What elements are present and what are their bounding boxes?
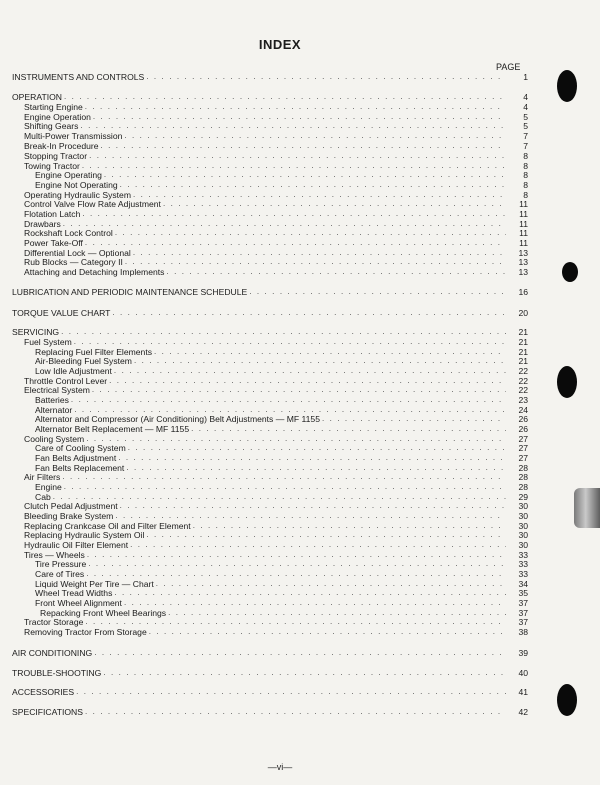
index-entry-label: Cooling System: [24, 434, 85, 444]
index-entry-page: 5: [523, 121, 528, 131]
index-entry-page: 8: [523, 170, 528, 180]
binder-hole: [557, 366, 577, 398]
index-entry-page: 21: [518, 327, 528, 337]
index-entry-label: Wheel Tread Widths: [35, 588, 113, 598]
index-entry-page: 26: [518, 424, 528, 434]
index-entry-page: 38: [518, 627, 528, 637]
index-entry-page: 35: [518, 588, 528, 598]
dot-leader: [85, 102, 506, 112]
dot-leader: [130, 540, 506, 550]
dot-leader: [92, 385, 506, 395]
index-entry: [0, 151, 528, 161]
index-entry-label: Fan Belts Adjustment: [35, 453, 117, 463]
dot-leader: [146, 530, 506, 540]
index-entry-label: Stopping Tractor: [24, 151, 88, 161]
index-entry: [0, 131, 528, 141]
index-entry: [0, 170, 528, 180]
dot-leader: [104, 170, 506, 180]
index-entry-page: 39: [518, 648, 528, 658]
index-entry-label: Engine: [35, 482, 62, 492]
index-entry: [0, 559, 528, 569]
dot-leader: [61, 327, 506, 337]
index-entry: [0, 199, 528, 209]
index-entry: [0, 385, 528, 395]
dot-leader: [120, 180, 506, 190]
index-entry-label: Tires — Wheels: [24, 550, 85, 560]
index-entry-label: Control Valve Flow Rate Adjustment: [24, 199, 161, 209]
index-entry-page: 29: [518, 492, 528, 502]
index-entry-page: 30: [518, 501, 528, 511]
index-entry-page: 30: [518, 530, 528, 540]
dot-leader: [114, 366, 506, 376]
index-entry-page: 1: [523, 72, 528, 82]
index-entry-label: ACCESSORIES: [12, 687, 75, 697]
index-entry: [0, 540, 528, 550]
index-entry: [0, 627, 528, 637]
index-entry-page: 33: [518, 550, 528, 560]
dot-leader: [62, 472, 506, 482]
index-entry-page: 13: [518, 257, 528, 267]
index-entry: [0, 308, 528, 318]
index-entry: [0, 327, 528, 337]
dot-leader: [94, 648, 506, 658]
index-entry-page: 42: [518, 707, 528, 717]
index-entry-label: Fuel System: [24, 337, 72, 347]
index-entry: [0, 395, 528, 405]
index-entry: [0, 648, 528, 658]
index-entry-label: Break-In Procedure: [24, 141, 99, 151]
page-title: INDEX: [258, 37, 302, 52]
index-entry-page: 13: [518, 267, 528, 277]
index-entry-label: Power Take-Off: [24, 238, 83, 248]
index-entry-label: Flotation Latch: [24, 209, 81, 219]
index-entry-page: 22: [518, 366, 528, 376]
dot-leader: [146, 72, 506, 82]
index-entry-page: 24: [518, 405, 528, 415]
dot-leader: [249, 287, 506, 297]
index-entry: [0, 180, 528, 190]
index-entry: [0, 617, 528, 627]
dot-leader: [163, 199, 506, 209]
index-entry-label: Rockshaft Lock Control: [24, 228, 113, 238]
index-entry-page: 11: [519, 219, 528, 229]
index-entry-label: Engine Not Operating: [35, 180, 118, 190]
index-entry-page: 30: [518, 521, 528, 531]
index-entry: [0, 141, 528, 151]
dot-leader: [191, 424, 506, 434]
index-entry: [0, 267, 528, 277]
dot-leader: [64, 482, 506, 492]
dot-leader: [112, 308, 506, 318]
index-entry-page: 33: [518, 569, 528, 579]
index-entry: [0, 257, 528, 267]
index-entry-label: INSTRUMENTS AND CONTROLS: [12, 72, 145, 82]
index-entry-page: 11: [519, 209, 528, 219]
index-entry-label: Front Wheel Alignment: [35, 598, 122, 608]
dot-leader: [88, 559, 506, 569]
index-entry-label: AIR CONDITIONING: [12, 648, 93, 658]
index-entry-page: 21: [518, 347, 528, 357]
index-entry-label: Replacing Hydraulic System Oil: [24, 530, 145, 540]
index-entry-page: 23: [518, 395, 528, 405]
index-entry-label: Replacing Fuel Filter Elements: [35, 347, 153, 357]
index-entry-label: Alternator Belt Replacement — MF 1155: [35, 424, 190, 434]
index-entry-label: Shifting Gears: [24, 121, 79, 131]
index-entry: [0, 687, 528, 697]
index-entry-page: 30: [518, 511, 528, 521]
index-entry-label: Throttle Control Lever: [24, 376, 108, 386]
index-entry-page: 40: [518, 668, 528, 678]
index-entry-page: 37: [518, 608, 528, 618]
index-entry-label: Differential Lock — Optional: [24, 248, 131, 258]
index-entry: [0, 366, 528, 376]
index-entry: [0, 238, 528, 248]
index-entry: [0, 228, 528, 238]
dot-leader: [124, 598, 506, 608]
index-entry-label: Tire Pressure: [35, 559, 87, 569]
dot-leader: [89, 151, 506, 161]
binder-clip: [574, 488, 600, 528]
index-entry-page: 41: [518, 687, 528, 697]
index-entry: [0, 356, 528, 366]
index-entry-page: 28: [518, 472, 528, 482]
index-entry-label: Care of Tires: [35, 569, 85, 579]
index-entry: [0, 72, 528, 82]
index-entry-page: 21: [518, 356, 528, 366]
index-entry-label: LUBRICATION AND PERIODIC MAINTENANCE SCHEDULE: [12, 287, 248, 297]
index-entry: [0, 530, 528, 540]
index-entry-page: 8: [523, 190, 528, 200]
index-entry-label: TROUBLE-SHOOTING: [12, 668, 102, 678]
index-entry: [0, 443, 528, 453]
dot-leader: [149, 627, 506, 637]
index-entry: [0, 102, 528, 112]
dot-leader: [124, 131, 506, 141]
dot-leader: [115, 511, 506, 521]
index-entry: [0, 121, 528, 131]
index-entry-label: TORQUE VALUE CHART: [12, 308, 111, 318]
dot-leader: [101, 141, 506, 151]
index-entry-label: Fan Belts Replacement: [35, 463, 125, 473]
index-entry-page: 27: [518, 434, 528, 444]
index-entry-label: Low Idle Adjustment: [35, 366, 112, 376]
index-entry: [0, 569, 528, 579]
index-entry-page: 37: [518, 617, 528, 627]
index-entry-label: Drawbars: [24, 219, 61, 229]
dot-leader: [86, 569, 506, 579]
index-entry-label: Tractor Storage: [24, 617, 84, 627]
index-entry-label: Alternator and Compressor (Air Conditioning) Belt Adjustments — MF 1155: [35, 414, 320, 424]
dot-leader: [166, 267, 506, 277]
index-entry-label: Air-Bleeding Fuel System: [35, 356, 132, 366]
index-entry-label: Hydraulic Oil Filter Element: [24, 540, 129, 550]
index-entry: [0, 209, 528, 219]
index-entry-page: 11: [519, 199, 528, 209]
index-entry-page: 37: [518, 598, 528, 608]
index-entry-page: 27: [518, 453, 528, 463]
dot-leader: [74, 337, 506, 347]
index-entry-label: Engine Operating: [35, 170, 102, 180]
index-entry: [0, 482, 528, 492]
index-entry-label: OPERATION: [12, 92, 62, 102]
index-entry: [0, 453, 528, 463]
index-entry-label: Care of Cooling System: [35, 443, 126, 453]
index-entry-label: Engine Operation: [24, 112, 91, 122]
index-entry: [0, 424, 528, 434]
dot-leader: [128, 443, 506, 453]
index-entry-label: Clutch Pedal Adjustment: [24, 501, 118, 511]
dot-leader: [85, 707, 506, 717]
index-entry: [0, 337, 528, 347]
index-entry-page: 22: [518, 385, 528, 395]
index-entry-page: 7: [523, 141, 528, 151]
index-entry: [0, 92, 528, 102]
index-entry-page: 16: [518, 287, 528, 297]
index-entry-label: Rub Blocks — Category II: [24, 257, 123, 267]
dot-leader: [103, 668, 506, 678]
dot-leader: [118, 453, 506, 463]
index-entry-page: 7: [523, 131, 528, 141]
index-entry-label: Batteries: [35, 395, 69, 405]
index-entry-label: Cab: [35, 492, 51, 502]
index-entry-label: SPECIFICATIONS: [12, 707, 83, 717]
index-entry-label: Liquid Weight Per Tire — Chart: [35, 579, 154, 589]
index-entry-page: 34: [518, 579, 528, 589]
index-entry-page: 28: [518, 482, 528, 492]
index-entry: [0, 511, 528, 521]
index-entry: [0, 707, 528, 717]
index-entry-page: 21: [518, 337, 528, 347]
index-entry-page: 8: [523, 161, 528, 171]
index-entry-label: Attaching and Detaching Implements: [24, 267, 165, 277]
index-entry-page: 28: [518, 463, 528, 473]
index-entry: [0, 668, 528, 678]
index-entry-label: Bleeding Brake System: [24, 511, 114, 521]
index-entry: [0, 588, 528, 598]
dot-leader: [125, 257, 506, 267]
page-number-footer: —vi—: [267, 762, 293, 772]
dot-leader: [85, 238, 506, 248]
index-entry-page: 5: [523, 112, 528, 122]
index-entry-label: Towing Tractor: [24, 161, 80, 171]
dot-leader: [114, 588, 506, 598]
index-entry-page: 8: [523, 180, 528, 190]
binder-hole: [557, 70, 577, 102]
index-entry: [0, 414, 528, 424]
index-entry-page: 11: [519, 238, 528, 248]
index-entry-page: 26: [518, 414, 528, 424]
index-entry-label: Alternator: [35, 405, 73, 415]
index-entry-page: 22: [518, 376, 528, 386]
dot-leader: [71, 395, 506, 405]
dot-leader: [134, 356, 506, 366]
index-entry-page: 27: [518, 443, 528, 453]
dot-leader: [82, 209, 506, 219]
index-entry: [0, 598, 528, 608]
index-entry-label: Operating Hydraulic System: [24, 190, 131, 200]
index-entry-page: 8: [523, 151, 528, 161]
dot-leader: [115, 228, 506, 238]
index-entry-label: Electrical System: [24, 385, 90, 395]
index-entry-label: Multi-Power Transmission: [24, 131, 123, 141]
dot-leader: [322, 414, 506, 424]
index-entry: [0, 472, 528, 482]
binder-hole: [562, 262, 578, 282]
page-column-header: PAGE: [496, 62, 521, 72]
dot-leader: [64, 92, 506, 102]
index-entry-label: SERVICING: [12, 327, 60, 337]
index-entry-label: Repacking Front Wheel Bearings: [40, 608, 167, 618]
index-entry-page: 13: [518, 248, 528, 258]
index-entry-label: Starting Engine: [24, 102, 83, 112]
index-entry-page: 33: [518, 559, 528, 569]
index-entry-page: 20: [518, 308, 528, 318]
index-entry-page: 4: [523, 102, 528, 112]
index-entry-page: 11: [519, 228, 528, 238]
dot-leader: [76, 687, 506, 697]
dot-leader: [85, 617, 506, 627]
index-entry: [0, 501, 528, 511]
index-entry-label: Air Filters: [24, 472, 61, 482]
binder-hole: [557, 684, 577, 716]
index-entry: [0, 287, 528, 297]
index-entry-label: Replacing Crankcase Oil and Filter Element: [24, 521, 191, 531]
index-entry-page: 30: [518, 540, 528, 550]
dot-leader: [80, 121, 506, 131]
index-entry-page: 4: [523, 92, 528, 102]
dot-leader: [120, 501, 506, 511]
index-entry-label: Removing Tractor From Storage: [24, 627, 147, 637]
